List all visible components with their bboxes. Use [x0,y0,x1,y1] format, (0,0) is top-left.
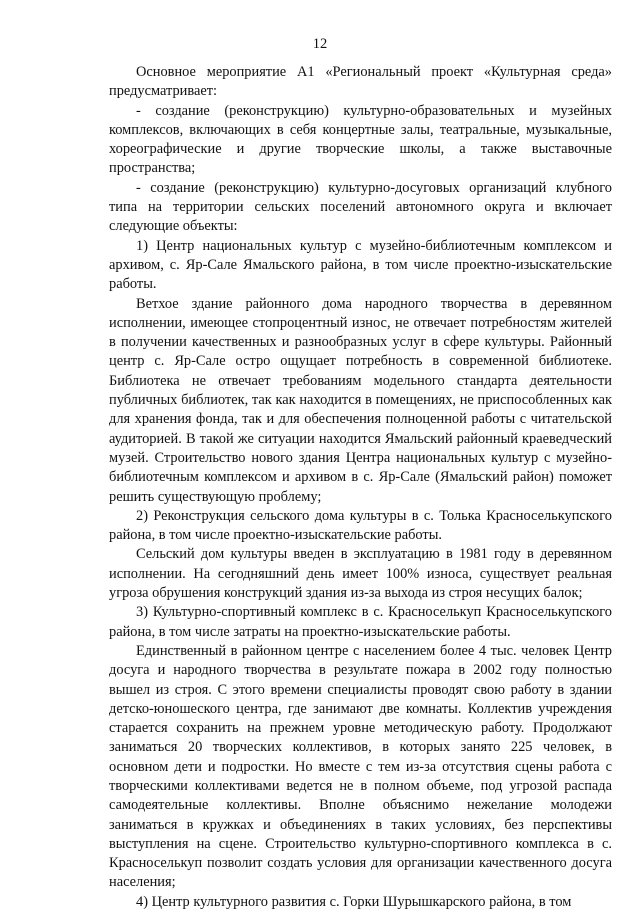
paragraph-item-2: 2) Реконструкция сельского дома культуры в с. Толька Красноселькупского района, в том числе проектно-изыскательские работы. [109,507,612,544]
paragraph-item-4: 4) Центр культурного развития с. Горки Шурышкарского района, в том [136,893,572,910]
paragraph-bullet-museum-complexes: - создание (реконструкцию) культурно-образовательных и музейных комплексов, включающих в себя концертные залы, театральные, музыкальные, хореографические и другие творческие школы, а также выставочные пространства; [109,102,612,177]
page-number: 12 [312,36,328,52]
paragraph-intro: Основное мероприятие А1 «Региональный проект «Культурная среда» предусматривает: [109,64,612,100]
paragraph-item-2-description: Сельский дом культуры введен в эксплуатацию в 1981 году в деревянном исполнении. На сегодняшний день имеет 100% износа, существует реальная угроза обрушения конструкций здания из-за выхода из строя несущих балок; [109,546,612,602]
paragraph-item-3: 3) Культурно-спортивный комплекс в с. Красноселькуп Красноселькупского района, в том числе затраты на проектно-изыскательские работы. [109,604,612,640]
body-text [109,63,612,912]
paragraph-item-1-description: Ветхое здание районного дома народного творчества в деревянном исполнении, имеющее стопроцентный износ, не отвечает потребностям жителей в получении качественных и разнообразных услуг в сфере культуры. Районный центр с. Яр-Сале остро ощущает потребность в современной библиотеке. Библиотека не отвечает требованиям модельного стандарта деятельности публичных библиотек, так как находится в помещениях, не приспособленных как для хранения фонда, так и для обеспечения полноценной работы с читательской аудиторией. В такой же ситуации находится Ямальский районный краеведческий музей. Строительство нового здания Центра национальных культур с музейно-библиотечным комплексом и архивом в с. Яр-Сале (Ямальский район) поможет решить существующую проблему; [109,295,612,505]
paragraph-item-1: 1) Центр национальных культур с музейно-библиотечным комплексом и архивом, с. Яр-Сале Ямальского района, в том числе проектно-изыскательские работы. [109,237,612,293]
paragraph-bullet-club-organizations: - создание (реконструкцию) культурно-досуговых организаций клубного типа на территории сельских поселений автономного округа и включает следующие объекты: [109,179,612,235]
paragraph-item-3-description: Единственный в районном центре с населением более 4 тыс. человек Центр досуга и народного творчества в результате пожара в 2002 году полностью вышел из строя. С этого времени специалисты проводят свою работу в здании детско-юношеского центра, где занимают две комнаты. Коллектив учреждения старается сохранить на прежнем уровне методическую работу. Продолжают заниматься 20 творческих коллективов, в которых занято 225 человек, в основном дети и подростки. Но вместе с тем из-за отсутствия сцены работа с творческими коллективами ведется не в полном объеме, под угрозой распада самодеятельные коллективы. Вполне объяснимо нежелание молодежи заниматься в кружках и объединениях в таких условиях, без перспективы выступления на сцене. Строительство культурно-спортивного комплекса в с. Красноселькуп позволит создать условия для организации качественного досуга населения; [109,642,612,891]
